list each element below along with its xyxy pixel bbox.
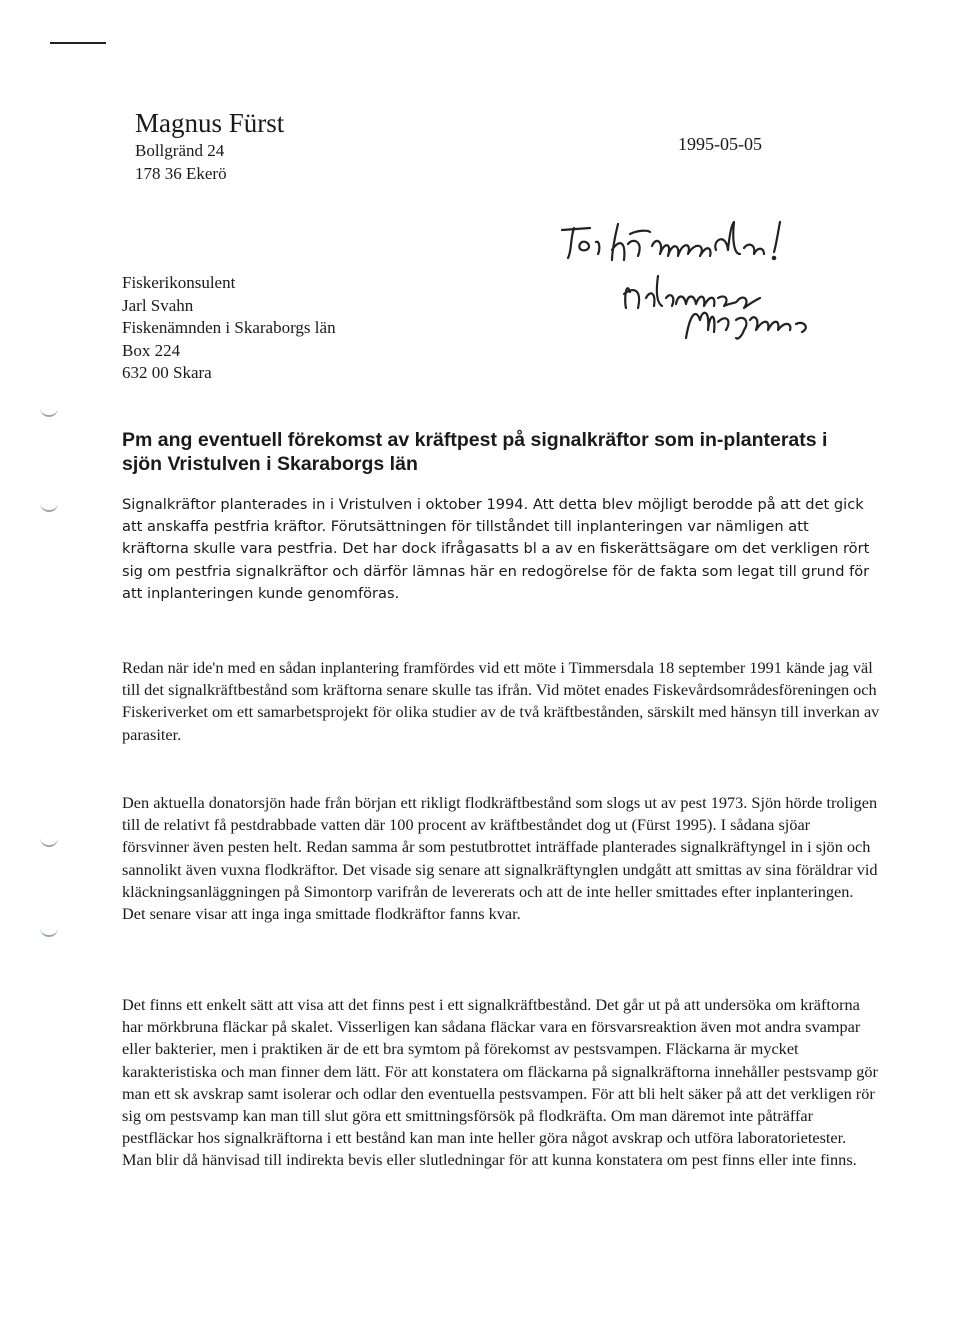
punch-hole-mark [40, 835, 58, 847]
recipient-org: Fiskenämnden i Skaraborgs län [122, 318, 336, 337]
recipient-title: Fiskerikonsulent [122, 273, 236, 292]
recipient-address [122, 272, 336, 385]
recipient-name: Jarl Svahn [122, 295, 194, 315]
scan-mark-line [50, 42, 106, 44]
punch-hole-mark [40, 925, 58, 937]
recipient-box: Box 224 [122, 340, 181, 360]
letter-subject: Pm ang eventuell förekomst av kräftpest på signalkräftor som in-planterats i sjön Vristulven i Skaraborgs län [122, 429, 828, 475]
recipient-city: 632 00 Skara [122, 363, 212, 382]
letter-date: 1995-05-05 [678, 134, 762, 154]
punch-hole-mark [40, 500, 58, 512]
paragraph-1: Signalkräftor planterades in i Vristulven i oktober 1994. Att detta blev möjligt berodde på att det gick att anskaffa pestfria kräftor. Förutsättningen för tillståndet till inplanteringen var nämligen att kräftorna skulle vara pestfria. Det har dock ifrågasatts bl a av en fiskerättsägare om det verkligen rört sig om pestfria signalkräftor och därför lämnas här en redogörelse för de fakta som legat till grund för att inplanteringen kunde genomföras. [122, 496, 870, 602]
sender-city: 178 36 Ekerö [135, 164, 227, 183]
paragraph-3: Den aktuella donatorsjön hade från början ett rikligt flodkräftbestånd som slogs ut av pest 1973. Sjön hörde troligen till de relativt få pestdrabbade vatten där 100 procent av kräftbeståndet dog ut (Fürst 1995). I sådana sjöar försvinner även pesten helt. Redan samma år som pestutbrottet inträffade planterades signalkräftyngel in i sjön och sannolikt även vuxna flodkräftor. Det visade sig senare att signalkräftynglen undgått att smittas av sina föräldrar vid kläckningsanläggningen på Simontorp varifrån de levererats och att de inte heller smittades efter inplanteringen. Det senare visar att inga inga smittade flodkräftor fanns kvar. [122, 793, 878, 924]
handwritten-note [560, 220, 880, 340]
sender-name: Magnus Fürst [135, 108, 285, 138]
sender-address [135, 107, 284, 185]
paragraph-2: Redan när ide'n med en sådan inplantering framfördes vid ett möte i Timmersdala 18 september 1991 kände jag väl till det signalkräftbestånd som kräftorna senare skulle tas ifrån. Vid mötet enades Fiskevårdsområdesföreningen och Fiskeriverket om ett samarbetsprojekt för olika studier av de två kräftbestånden, särskilt med hänsyn till inverkan av parasiter. [122, 658, 880, 744]
paragraph-4: Det finns ett enkelt sätt att visa att det finns pest i ett signalkräftbestånd. Det går ut på att undersöka om kräftorna har mörkbruna fläckar på skalet. Visserligen kan sådana fläckar vara en försvarsreaktion även mot andra svampar eller bakterier, men i praktiken är de ett bra symtom på förekomst av pestsvampen. Fläckarna är mycket karakteristiska och man finner dem lätt. För att konstatera om fläckarna på signalkräftorna innehåller pestsvamp gör man ett sk avskrap samt isolerar och odlar den eventuella pestsvampen. För att bli helt säker på att det verkligen rör sig om pestsvamp kan man till slut göra ett smittningsförsök på flodkräfta. Om man däremot inte påträffar pestfläckar hos signalkräftorna i ett bestånd kan man inte heller göra något avskrap och utföra laboratorietester. Man blir då hänvisad till indirekta bevis eller slutledningar för att kunna konstatera om pest finns eller inte finns. [122, 995, 878, 1170]
sender-street: Bollgränd 24 [135, 141, 225, 160]
punch-hole-mark [40, 405, 58, 417]
